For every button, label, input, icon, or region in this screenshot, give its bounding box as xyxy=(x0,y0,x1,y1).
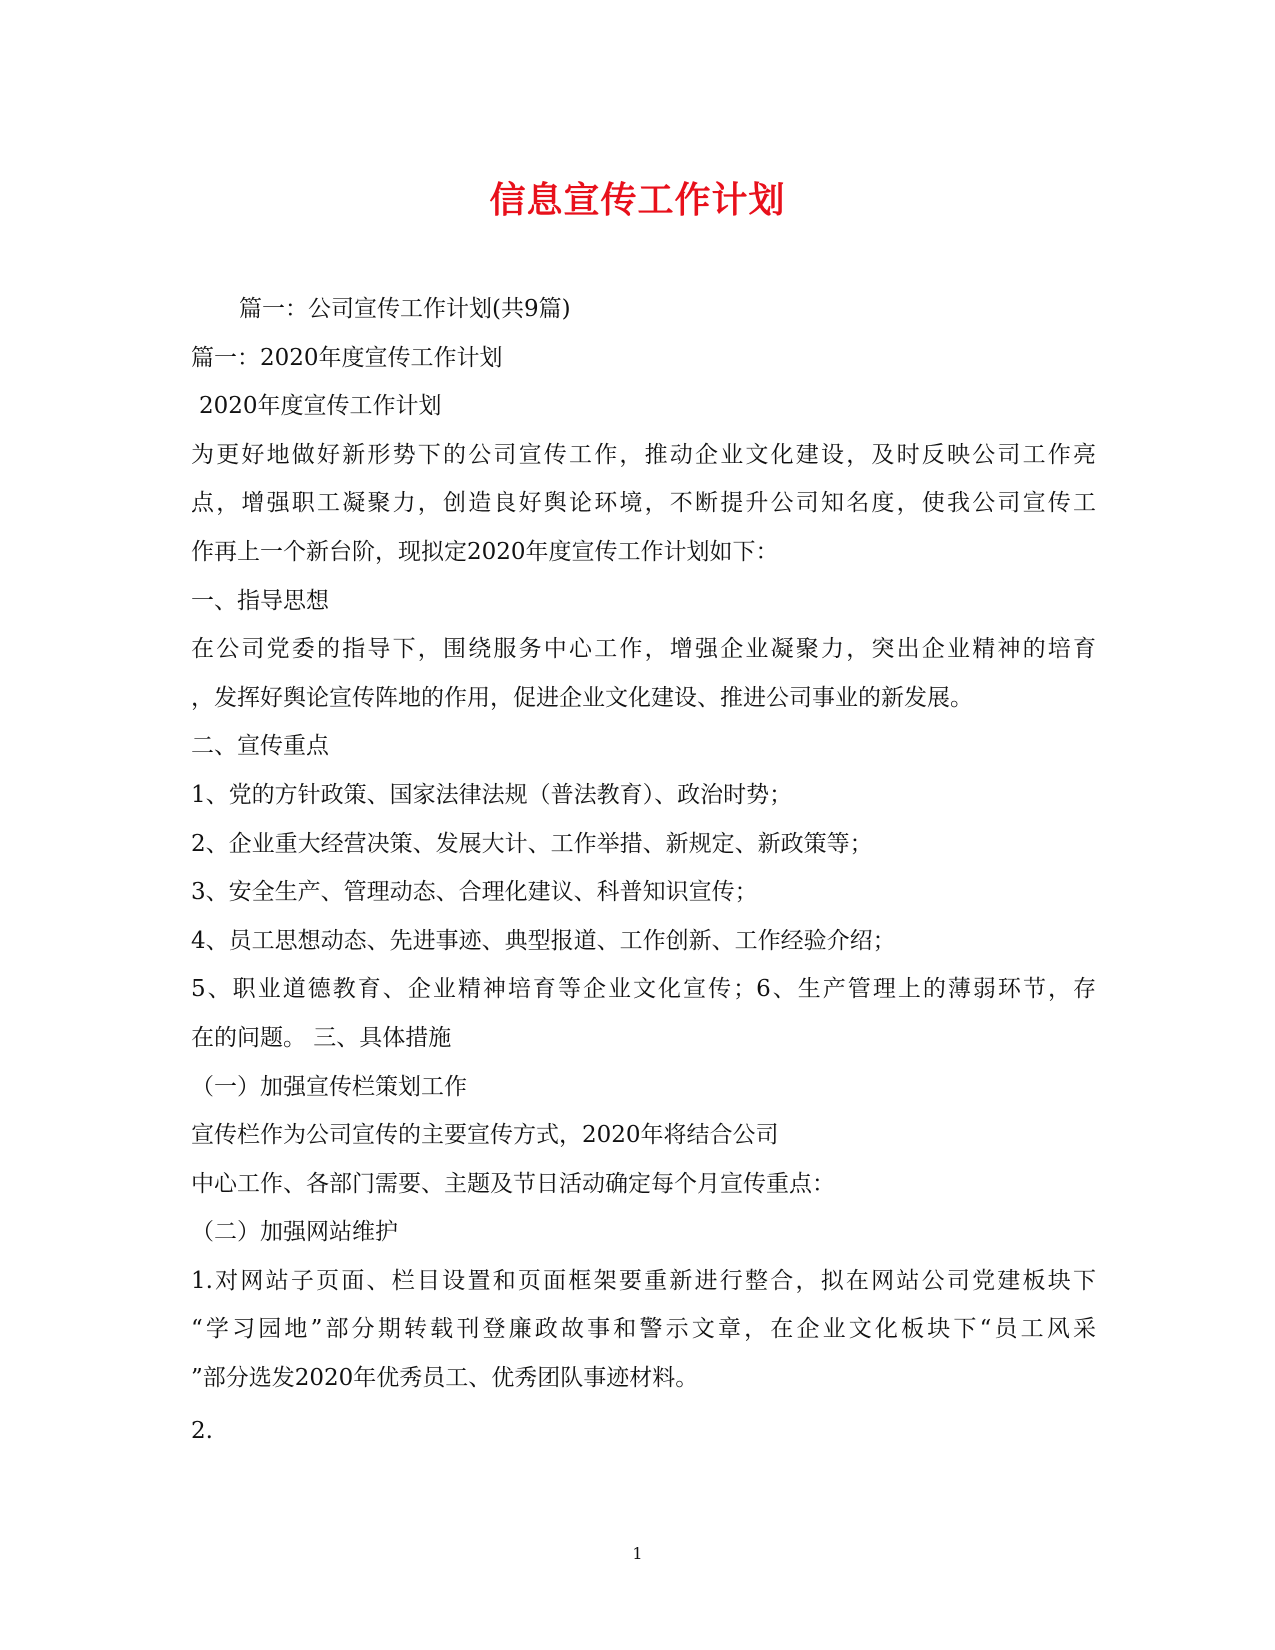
plan-heading: 2020年度宣传工作计划 xyxy=(199,393,442,420)
heading-guiding-thought: 一、指导思想 xyxy=(191,587,329,614)
paragraph-line: 中心工作、各部门需要、主题及节日活动确定每个月宣传重点： xyxy=(191,1170,835,1197)
list-item: 5、职业道德教育、企业精神培育等企业文化宣传；6、生产管理上的薄弱环节，存 xyxy=(191,976,1096,1003)
document-body xyxy=(191,285,1096,1455)
document-title: 信息宣传工作计划 xyxy=(489,179,786,221)
list-item: 1、党的方针政策、国家法律法规（普法教育）、政治时势； xyxy=(191,781,793,808)
list-item: 2. xyxy=(191,1417,213,1444)
section-subheading: 篇一：2020年度宣传工作计划 xyxy=(191,344,503,371)
subheading-website-maintenance: （二）加强网站维护 xyxy=(191,1219,398,1246)
list-item: 3、安全生产、管理动态、合理化建议、科普知识宣传； xyxy=(191,879,758,906)
paragraph-line: 1.对网站子页面、栏目设置和页面框架要重新进行整合，拟在网站公司党建板块下 xyxy=(191,1267,1096,1294)
paragraph-line: ”部分选发2020年优秀员工、优秀团队事迹材料。 xyxy=(191,1365,699,1392)
paragraph-line: 在公司党委的指导下，围绕服务中心工作，增强企业凝聚力，突出企业精神的培育 xyxy=(191,636,1096,663)
list-item: 4、员工思想动态、先进事迹、典型报道、工作创新、工作经验介绍； xyxy=(191,927,896,954)
list-item: 在的问题。 三、具体措施 xyxy=(191,1024,452,1051)
subheading-bulletin-board: （一）加强宣传栏策划工作 xyxy=(191,1073,467,1100)
list-item: 2、企业重大经营决策、发展大计、工作举措、新规定、新政策等； xyxy=(191,830,873,857)
paragraph-line: 作再上一个新台阶，现拟定2020年度宣传工作计划如下： xyxy=(191,538,779,565)
heading-publicity-focus: 二、宣传重点 xyxy=(191,733,329,760)
paragraph-line: 宣传栏作为公司宣传的主要宣传方式，2020年将结合公司 xyxy=(191,1122,779,1149)
paragraph-line: 点，增强职工凝聚力，创造良好舆论环境，不断提升公司知名度，使我公司宣传工 xyxy=(191,490,1096,517)
paragraph-line: 为更好地做好新形势下的公司宣传工作，推动企业文化建设，及时反映公司工作亮 xyxy=(191,441,1096,468)
page-number: 1 xyxy=(632,1544,643,1563)
paragraph-line: “学习园地”部分期转载刊登廉政故事和警示文章，在企业文化板块下“员工风采 xyxy=(191,1316,1096,1343)
section-heading: 篇一：公司宣传工作计划(共9篇) xyxy=(239,296,571,322)
paragraph-line: ，发挥好舆论宣传阵地的作用，促进企业文化建设、推进公司事业的新发展。 xyxy=(191,684,973,711)
